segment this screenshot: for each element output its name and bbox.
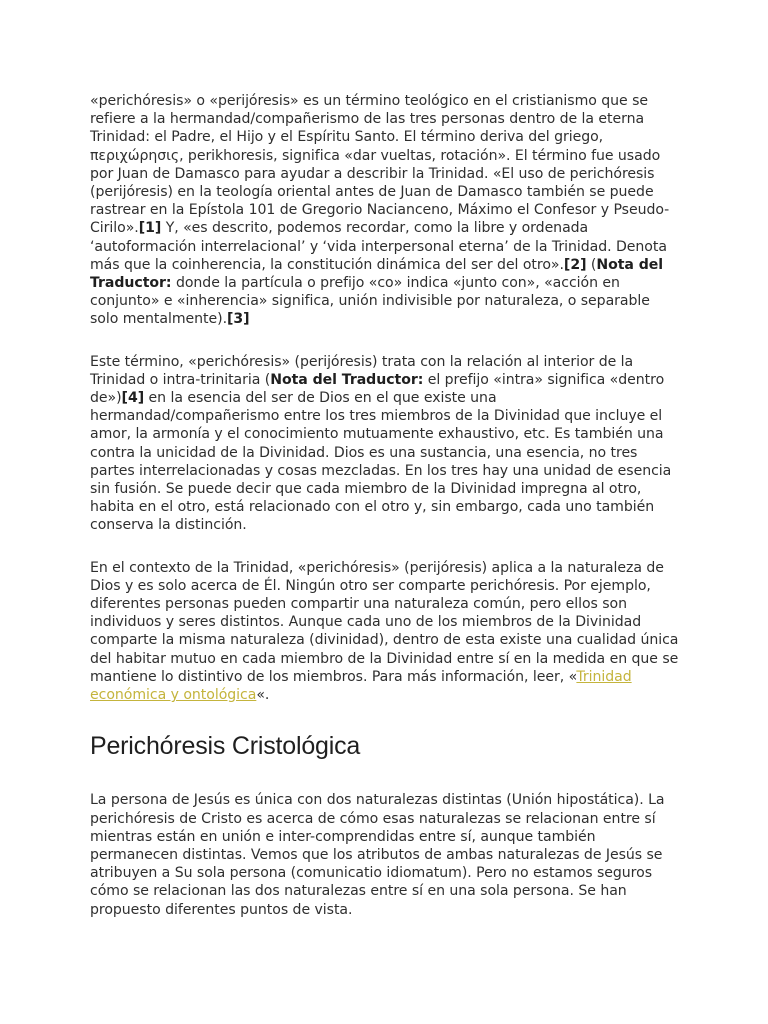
paragraph-text: en la esencia del ser de Dios en el que existe una hermandad/compañerismo entre los tres miembros de la Divinidad que incluye el amor, la armonía y el conocimiento mutuamente exhaustivo, etc. Es también una contra la unicidad de la Divinidad. Dios es una sustancia, una esencia, no tres partes interrelacionadas y cosas mezcladas. En los tres hay una unidad de esencia sin fusión. Se puede decir que cada miembro de la Divinidad impregna al otro, habita en el otro, está relacionado con el otro y, sin embargo, cada uno también conserva la distinción. — [90, 390, 672, 534]
paragraph-intro — [90, 92, 680, 329]
footnote-ref-3[interactable]: [3] — [227, 311, 250, 328]
footnote-ref-2[interactable]: [2] — [563, 256, 587, 273]
article-body — [90, 92, 680, 919]
paragraph-intra-trinitarian — [90, 353, 680, 535]
paragraph-text: ( — [586, 256, 597, 273]
paragraph-context — [90, 559, 680, 705]
paragraph-text: Y, «es descrito, podemos recordar, como la libre y ordenada ‘autoformación interrelacional’ y ‘vida interpersonal eterna’ de la Trinidad. Denota más que la coinherencia, la constitución dinámica del ser del otro». — [90, 220, 667, 273]
paragraph-text: donde la partícula o prefijo «co» indica «junto con», «acción en conjunto» e «inherencia» significa, unión indivisible por naturaleza, o separable solo mentalmente). — [90, 275, 650, 328]
footnote-ref-4[interactable]: [4] — [121, 390, 145, 407]
paragraph-text: La persona de Jesús es única con dos naturalezas distintas (Unión hipostática). La perichóresis de Cristo es acerca de cómo esas naturalezas se relacionan entre sí mientras están en unión e inter-comprendidas entre sí, aunque también permanecen distintas. Vemos que los atributos de ambas naturalezas de Jesús se atribuyen a Su sola persona (comunicatio idiomatum). Pero no estamos seguros cómo se relacionan las dos naturalezas entre sí en una sola persona. Se han propuesto diferentes puntos de vista. — [90, 792, 665, 918]
paragraph-text: el prefijo «intra» significa «dentro de») — [90, 371, 665, 407]
translator-note-label: Nota del Traductor: — [90, 256, 664, 292]
paragraph-text: «. — [256, 687, 270, 704]
paragraph-text: En el contexto de la Trinidad, «perichóresis» (perijóresis) aplica a la naturaleza de Dios y es solo acerca de Él. Ningún otro ser comparte perichóresis. Por ejemplo, diferentes personas pueden compartir una naturaleza común, pero ellos son individuos y seres distintos. Aunque cada uno de los miembros de la Divinidad comparte la misma naturaleza (divinidad), dentro de esta existe una cualidad única del habitar mutuo en cada miembro de la Divinidad entre sí en la medida en que se mantiene lo distintivo de los miembros. Para más información, leer, « — [90, 559, 679, 685]
translator-note-label: Nota del Traductor: — [270, 371, 424, 388]
paragraph-text: Este término, «perichóresis» (perijóresis) trata con la relación al interior de la Trinidad o intra-trinitaria ( — [90, 353, 634, 388]
trinidad-economica-link[interactable]: Trinidad económica y ontológica — [90, 668, 632, 704]
paragraph-christological — [90, 791, 680, 918]
section-heading: Perichóresis Cristológica — [90, 732, 361, 761]
footnote-ref-1[interactable]: [1] — [138, 220, 162, 237]
paragraph-text: «perichóresis» o «perijóresis» es un término teológico en el cristianismo que se refiere a la hermandad/compañerismo de las tres personas dentro de la eterna Trinidad: el Padre, el Hijo y el Espíritu Santo. El término deriva del griego, περιχώρησις, perikhoresis, significa «dar vueltas, rotación». El término fue usado por Juan de Damasco para ayudar a describir la Trinidad. «El uso de perichóresis (perijóresis) en la teología oriental antes de Juan de Damasco también se puede rastrear en la Epístola 101 de Gregorio Nacianceno, Máximo el Confesor y Pseudo-Cirilo». — [90, 93, 670, 237]
